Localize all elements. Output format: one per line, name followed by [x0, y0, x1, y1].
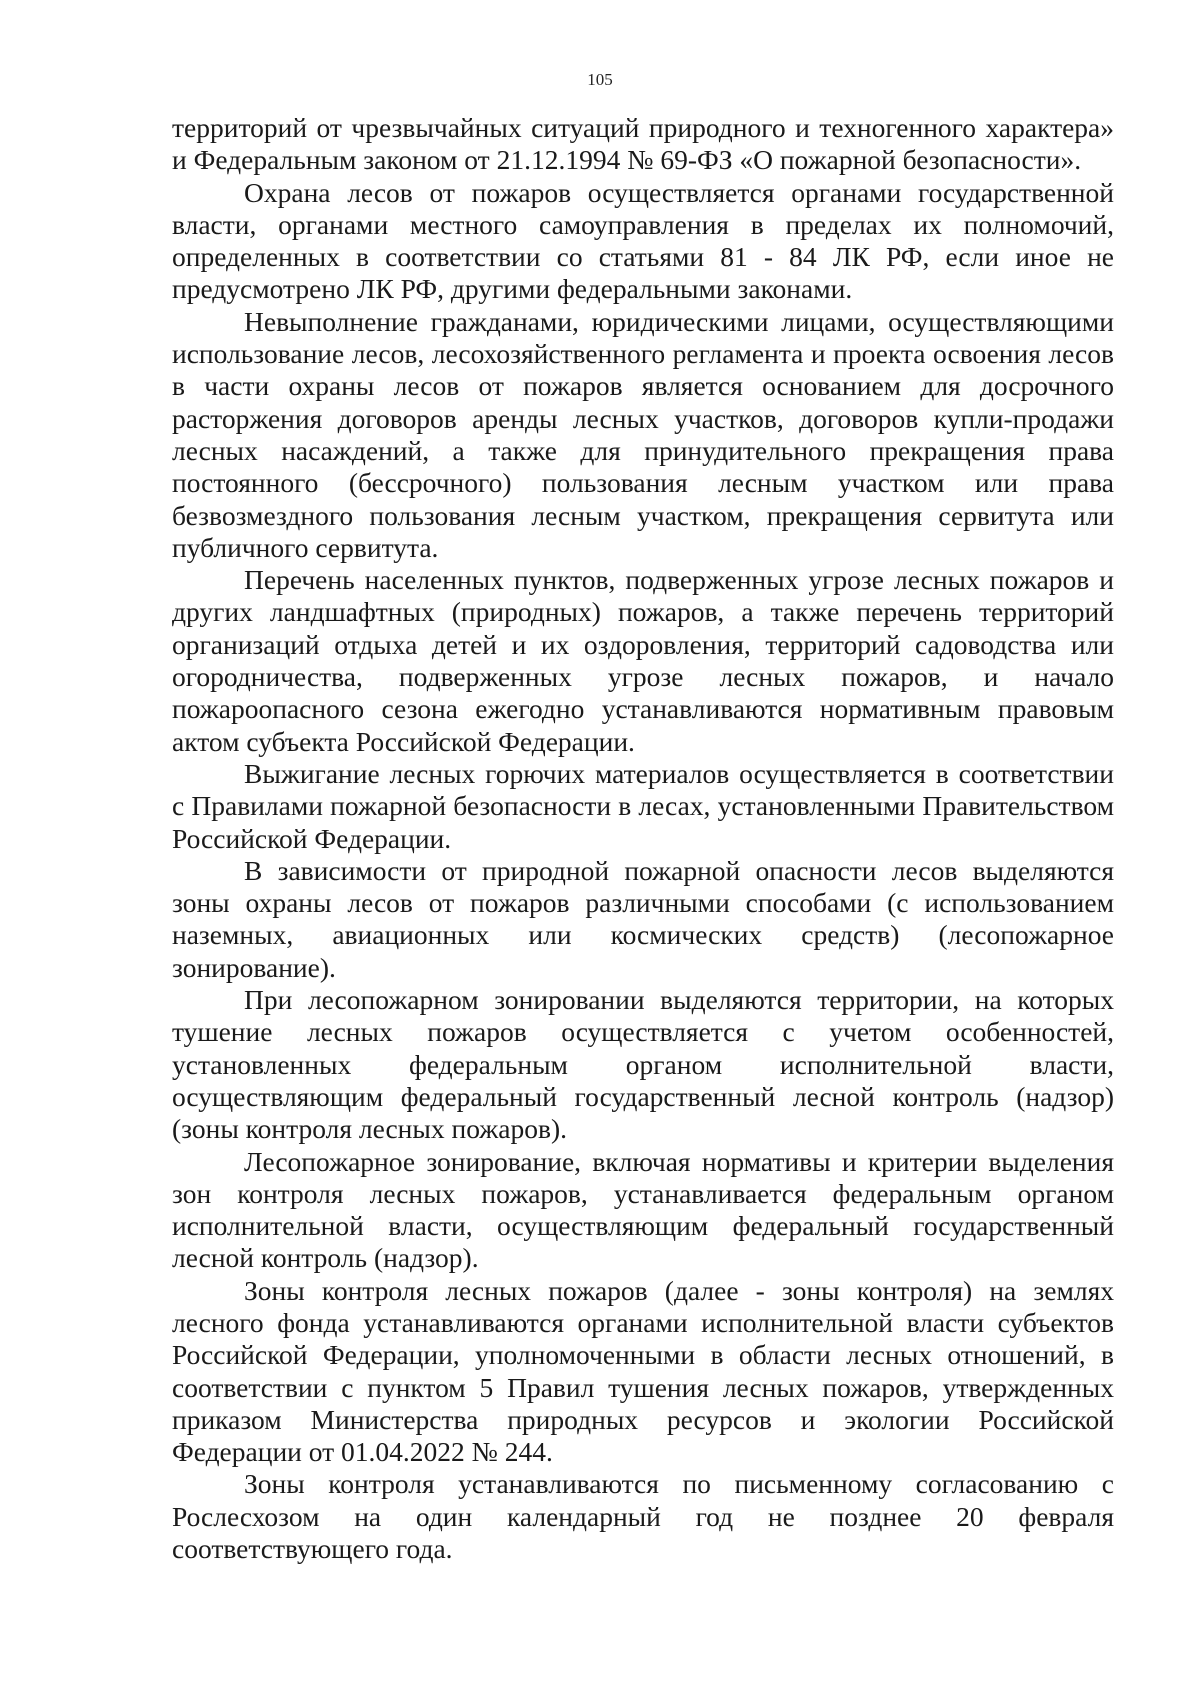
paragraph: В зависимости от природной пожарной опасности лесов выделяются зоны охраны лесов от пожаров различными способами (с использованием наземных, авиационных или космических средств) (лесопожарное зонирование).: [172, 854, 1114, 983]
paragraph: Зоны контроля лесных пожаров (далее - зоны контроля) на землях лесного фонда устанавливаются органами исполнительной власти субъектов Российской Федерации, уполномоченными в области лесных отношений, в соответствии с пунктом 5 Правил тушения лесных пожаров, утвержденных приказом Министерства природных ресурсов и экологии Российской Федерации от 01.04.2022 № 244.: [172, 1274, 1114, 1468]
paragraph: Выжигание лесных горючих материалов осуществляется в соответствии с Правилами пожарной безопасности в лесах, установленными Правительством Российской Федерации.: [172, 757, 1114, 854]
page-number: 105: [587, 70, 613, 89]
paragraph: Перечень населенных пунктов, подверженных угрозе лесных пожаров и других ландшафтных (природных) пожаров, а также перечень территорий организаций отдыха детей и их оздоровления, территорий садоводства или огородничества, подверженных угрозе лесных пожаров, и начало пожароопасного сезона ежегодно устанавливаются нормативным правовым актом субъекта Российской Федерации.: [172, 564, 1114, 757]
paragraph: Зоны контроля устанавливаются по письменному согласованию с Рослесхозом на один календарный год не позднее 20 февраля соответствующего года.: [172, 1468, 1114, 1565]
paragraph-continuation: территорий от чрезвычайных ситуаций природного и техногенного характера» и Федеральным законом от 21.12.1994 № 69-ФЗ «О пожарной безопасности».: [172, 112, 1114, 176]
document-body: [172, 112, 1114, 1565]
paragraph: Охрана лесов от пожаров осуществляется органами государственной власти, органами местного самоуправления в пределах их полномочий, определенных в соответствии со статьями 81 - 84 ЛК РФ, если иное не предусмотрено ЛК РФ, другими федеральными законами.: [172, 176, 1114, 305]
paragraph: При лесопожарном зонировании выделяются территории, на которых тушение лесных пожаров осуществляется с учетом особенностей, установленных федеральным органом исполнительной власти, осуществляющим федеральный государственный лесной контроль (надзор) (зоны контроля лесных пожаров).: [172, 984, 1114, 1145]
paragraph: Лесопожарное зонирование, включая нормативы и критерии выделения зон контроля лесных пожаров, устанавливается федеральным органом исполнительной власти, осуществляющим федеральный государственный лесной контроль (надзор).: [172, 1145, 1114, 1274]
paragraph: Невыполнение гражданами, юридическими лицами, осуществляющими использование лесов, лесохозяйственного регламента и проекта освоения лесов в части охраны лесов от пожаров является основанием для досрочного расторжения договоров аренды лесных участков, договоров купли-продажи лесных насаждений, а также для принудительного прекращения права постоянного (бессрочного) пользования лесным участком или права безвозмездного пользования лесным участком, прекращения сервитута или публичного сервитута.: [172, 305, 1114, 563]
